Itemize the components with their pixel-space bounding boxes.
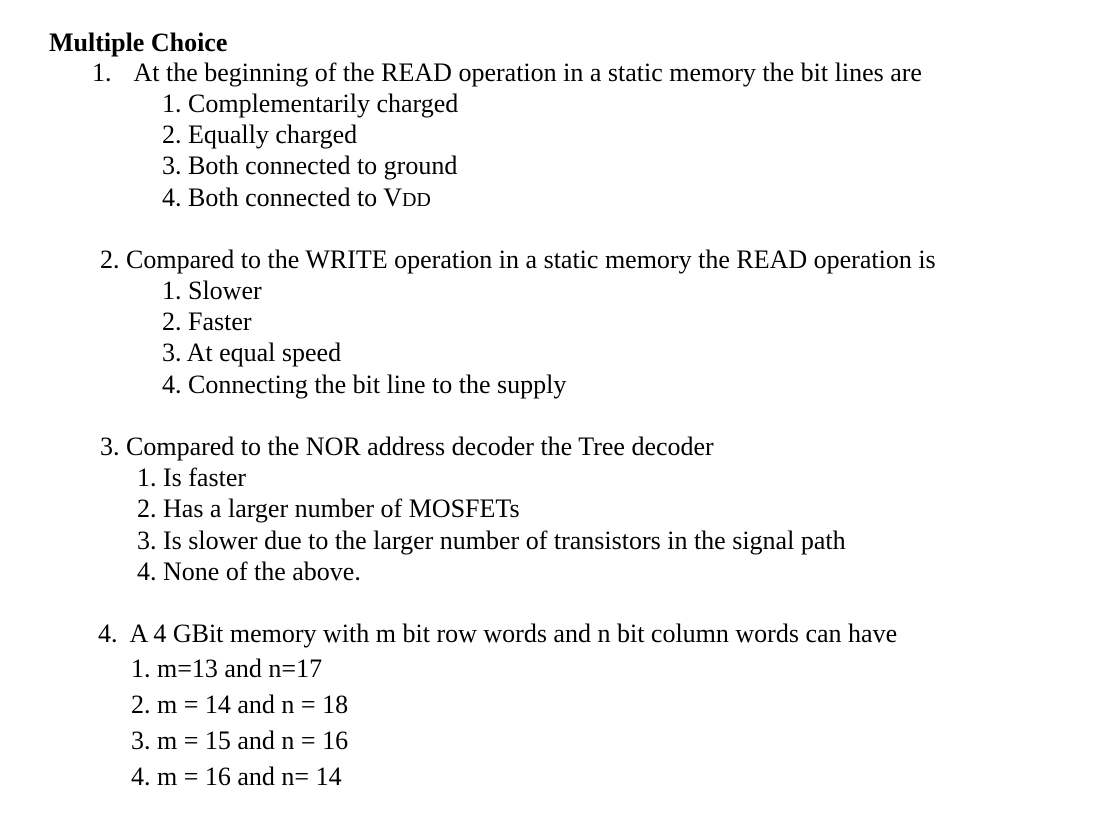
question-2-number: 2. — [100, 245, 120, 274]
question-3-option-1: 1. Is faster — [137, 463, 247, 492]
question-3-option-2: 2. Has a larger number of MOSFETs — [137, 494, 520, 523]
question-4-option-1: 1. m=13 and n=17 — [131, 654, 323, 683]
question-1-option-4-text: 4. Both connected to V — [162, 183, 402, 212]
question-3-text: Compared to the NOR address decoder the Tree decoder — [126, 432, 714, 461]
question-4-option-3: 3. m = 15 and n = 16 — [131, 726, 349, 755]
question-4-text: A 4 GBit memory with m bit row words and n bit column words can have — [129, 619, 898, 648]
question-2-option-2: 2. Faster — [162, 307, 252, 336]
question-2-option-1: 1. Slower — [162, 276, 262, 305]
question-2-text: Compared to the WRITE operation in a static memory the READ operation is — [126, 245, 936, 274]
question-1-option-3: 3. Both connected to ground — [162, 151, 458, 180]
question-1 — [92, 58, 922, 88]
question-2 — [100, 245, 936, 275]
question-3-option-4: 4. None of the above. — [137, 557, 361, 586]
question-1-option-2: 2. Equally charged — [162, 120, 358, 149]
question-3-option-3: 3. Is slower due to the larger number of transistors in the signal path — [137, 526, 846, 555]
question-3 — [100, 432, 714, 462]
question-4-option-4: 4. m = 16 and n= 14 — [131, 762, 342, 791]
question-1-option-1: 1. Complementarily charged — [162, 89, 459, 118]
question-2-option-4: 4. Connecting the bit line to the supply — [162, 370, 567, 399]
question-4-number: 4. — [98, 619, 118, 648]
vdd-subscript: DD — [401, 189, 431, 211]
question-3-number: 3. — [100, 432, 120, 461]
section-title: Multiple Choice — [49, 28, 228, 57]
question-1-number: 1. — [92, 58, 112, 87]
question-1-option-4 — [162, 183, 431, 215]
question-1-text: At the beginning of the READ operation in a static memory the bit lines are — [133, 58, 922, 87]
question-2-option-3: 3. At equal speed — [162, 338, 342, 367]
question-4 — [98, 619, 897, 649]
question-4-option-2: 2. m = 14 and n = 18 — [131, 690, 349, 719]
